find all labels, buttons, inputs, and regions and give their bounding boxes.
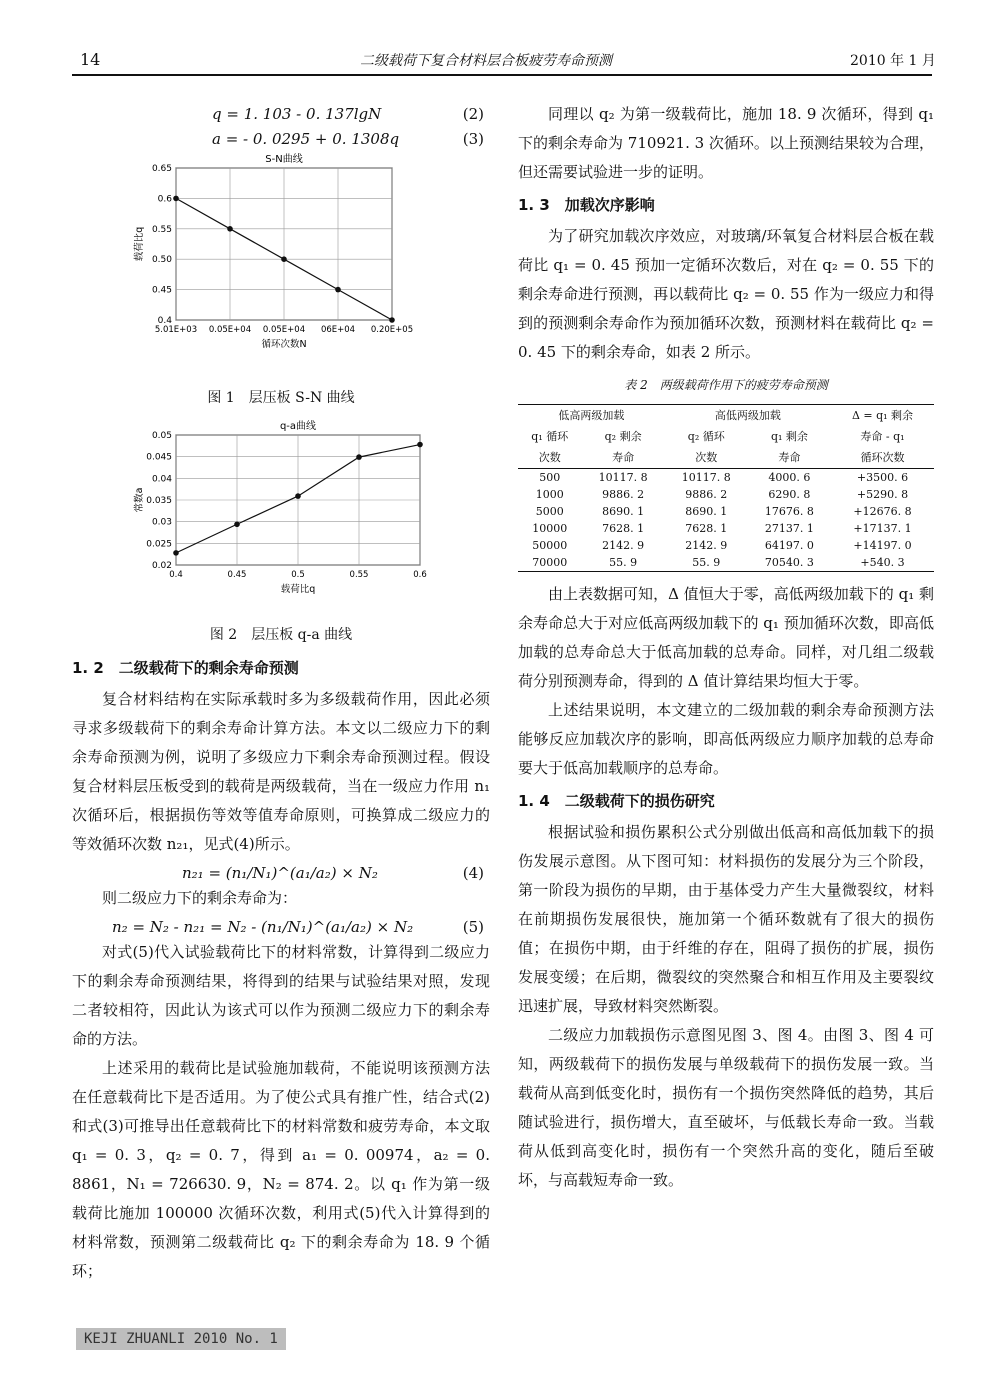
right-paragraph-4: 上述结果说明，本文建立的二级加载的剩余寿命预测方法能够反应加载次序的影响，即高低两级应力顺序加载的总寿命要大于低高加载顺序的总寿命。 [518,701,934,777]
table-cell: +5290. 8 [856,488,909,501]
y-tick-label: 0.65 [151,164,172,174]
table-cell: +14197. 0 [853,539,912,552]
table-cell: 8690. 1 [602,505,645,518]
chart-title: S-N曲线 [265,154,303,165]
y-tick-label: 0.04 [151,474,172,485]
x-tick-label: 06E+04 [320,325,356,335]
right-paragraph-3: 由上表数据可知，Δ 值恒大于零，高低两级加载下的 q₁ 剩余寿命总大于对应低高两级加载下的 q₁ 预加循环次数，即高低加载的总寿命总大于低高加载的总寿命。同样，对几组二级载荷分别预测寿命，得到的 Δ 值计算结果均恒大于零。 [518,585,934,690]
left-paragraph-2: 则二级应力下的剩余寿命为： [102,889,298,907]
x-tick-label: 0.4 [169,570,183,580]
table-subheader: 次数 [538,451,561,464]
table-subheader: 寿命 [778,451,801,464]
table-cell: 64197. 0 [764,539,814,552]
right-column [518,100,934,1195]
data-point [295,493,301,499]
section-1-4-heading: 1. 4 二级载荷下的损伤研究 [518,792,715,810]
table-cell: 4000. 6 [748,469,831,487]
equation-4-formula: n₂₁ = (n₁/N₁)^(a₁/a₂) × N₂ [182,864,378,882]
table-2 [518,404,934,572]
section-1-2-heading: 1. 2 二级载荷下的剩余寿命预测 [72,659,299,677]
y-tick-label: 0.05 [151,431,172,441]
table-cell: 7628. 1 [602,522,645,535]
page-number: 14 [80,50,101,69]
table-cell: 70000 [518,554,582,572]
table-subheader: q₂ 剩余 [604,430,642,443]
data-point [389,317,395,323]
table-cell: +540. 3 [831,554,934,572]
table-row [518,537,934,554]
right-paragraph-5: 根据试验和损伤累积公式分别做出低高和高低加载下的损伤发展示意图。从下图可知：材料损伤的发展分为三个阶段，第一阶段为损伤的早期，由于基体受力产生大量微裂纹，材料在前期损伤发展很快，施加第一个循环数就有了很大的损伤值；在损伤中期，由于纤维的存在，阻碍了损伤的扩展，损伤发展变缓；在后期，微裂纹的突然聚合和相互作用及主要裂纹迅速扩展，导致材料突然断裂。 [518,823,934,1015]
table-cell: 9886. 2 [685,488,728,501]
x-tick-label: 0.55 [349,570,369,580]
equation-2 [72,100,490,125]
left-paragraph-4: 上述采用的载荷比是试验施加载荷，不能说明该预测方法在任意载荷比下是否适用。为了使公式具有推广性，结合式(2)和式(3)可推导出任意载荷比下的材料常数和疲劳寿命，本文取 q₁ = 0. 3，q₂ = 0. 7，得到 a₁ = 0. 00974，a₂ = 0. 8861，N₁ = 726630. 9，N₂ = 874. 2。以 q₁ 作为第一级载荷比施加 100000 次循环次数，利用式(5)代入计算得到的材料常数，预测第二级载荷比 q₂ 下的剩余寿命为 18. 9 个循环； [72,1059,490,1280]
footer-banner: KEJI ZHUANLI 2010 No. 1 [76,1328,286,1350]
left-paragraph-1: 复合材料结构在实际承载时多为多级载荷作用，因此必须寻求多级载荷下的剩余寿命计算方法。本文以二级应力下的剩余寿命预测为例，说明了多级应力下剩余寿命预测过程。假设复合材料层压板受到的载荷是两级载荷，当在一级应力作用 n₁ 次循环后，根据损伤等效等值寿命原则，可换算成二级应力的等效循环次数 n₂₁，见式(4)所示。 [72,690,490,853]
table-2-body [518,469,934,572]
chart-title: q-a曲线 [279,421,317,432]
right-paragraph-6: 二级应力加载损伤示意图见图 3、图 4。由图 3、图 4 可知，两级载荷下的损伤发展与单级载荷下的损伤发展一致。当载荷从高到低变化时，损伤有一个损伤突然降低的趋势，其后随试验进行，损伤增大，直至破坏，与低载长寿命一致。当载荷从低到高变化时，损伤有一个突然升高的变化，随后至破坏，与高载短寿命一致。 [518,1026,934,1189]
x-axis-label: 载荷比q [280,584,316,595]
data-point [173,550,179,556]
x-axis-label: 循环次数N [261,339,307,350]
table-cell: 10117. 8 [665,469,748,487]
table-row [518,486,934,503]
data-point [281,256,287,262]
table-cell: +12676. 8 [853,505,912,518]
table-cell: 70540. 3 [748,554,831,572]
table-cell: 10000 [532,522,568,535]
left-column [72,100,490,1286]
x-tick-label: 5.01E+03 [154,325,198,335]
data-point [173,196,179,202]
y-tick-label: 0.50 [151,255,172,266]
right-paragraph-2: 为了研究加载次序效应，对玻璃/环氧复合材料层合板在载荷比 q₁ = 0. 45 预加一定循环次数后，对在 q₂ = 0. 55 下的剩余寿命进行预测，再以载荷比 q₂ = 0. 55 作为一级应力和得到的预测剩余寿命作为预加循环次数，预测材料在载荷比 q₂ = 0. 45 下的剩余寿命，如表 2 所示。 [518,227,934,361]
data-point [417,442,423,448]
equation-2-formula: q = 1. 103 - 0. 137lgN [212,105,382,123]
sn-curve-chart [72,150,490,380]
y-tick-label: 0.025 [146,539,172,550]
table-cell: 8690. 1 [685,505,728,518]
y-tick-label: 0.45 [151,285,172,296]
y-axis-label: 常数a [134,487,145,513]
equation-4 [72,859,490,884]
y-tick-label: 0.045 [146,452,172,463]
x-tick-label: 0.6 [413,570,427,580]
running-title: 二级载荷下复合材料层合板疲劳寿命预测 [360,53,612,69]
table-cell: 55. 9 [582,554,665,572]
right-paragraph-1: 同理以 q₂ 为第一级载荷比，施加 18. 9 次循环，得到 q₁ 下的剩余寿命为 710921. 3 次循环。以上预测结果较为合理，但还需要试验进一步的证明。 [518,105,934,181]
table-cell: +17137. 1 [853,522,912,535]
table-cell: 6290. 8 [768,488,811,501]
table-cell: 1000 [535,488,564,501]
table-cell: 55. 9 [665,554,748,572]
table-row [518,554,934,572]
table-subheader-row [518,447,934,469]
table-cell: 2142. 9 [602,539,645,552]
data-point [227,226,233,232]
y-tick-label: 0.035 [146,496,172,506]
equation-5 [72,913,490,938]
table-subheader-row [518,426,934,447]
y-tick-label: 0.02 [151,561,172,571]
table-subheader: q₁ 剩余 [770,430,808,443]
table-cell: 50000 [532,539,568,552]
table-row [518,520,934,537]
table-group-header: 高低两级加载 [665,405,831,427]
table-subheader: q₁ 循环 [531,430,569,443]
x-tick-label: 0.5 [291,570,305,580]
equation-3-formula: a = - 0. 0295 + 0. 1308q [212,130,400,148]
equation-3 [72,125,490,150]
table-cell: 17676. 8 [764,505,814,518]
y-tick-label: 0.03 [151,517,172,528]
equation-4-number: (4) [462,864,484,882]
table-group-header: 低高两级加载 [518,405,665,427]
table-subheader: q₂ 循环 [687,430,725,443]
table-cell: +3500. 6 [831,469,934,487]
table-group-header: Δ = q₁ 剩余 [831,405,934,427]
equation-5-number: (5) [462,918,484,936]
table-subheader: 寿命 - q₁ [860,430,905,443]
table-group-header-row [518,405,934,427]
header-rule [72,74,932,76]
x-tick-label: 0.05E+04 [262,325,306,335]
table-2-caption: 表 2 两级载荷作用下的疲劳寿命预测 [624,378,828,392]
table-cell: 7628. 1 [685,522,728,535]
table-cell: 9886. 2 [602,488,645,501]
equation-3-number: (3) [462,130,484,148]
table-cell: 500 [518,469,582,487]
x-tick-label: 0.20E+05 [370,325,414,335]
x-tick-label: 0.05E+04 [208,325,252,335]
data-point [356,454,362,460]
table-subheader: 寿命 [612,451,635,464]
table-row [518,503,934,520]
figure-2-caption: 图 2 层压板 q-a 曲线 [209,627,353,643]
qa-curve-chart [72,417,490,617]
data-point [335,287,341,293]
equation-2-number: (2) [462,105,484,123]
figure-1-caption: 图 1 层压板 S-N 曲线 [207,390,355,406]
issue-date: 2010 年 1 月 [850,53,936,69]
data-point [234,521,240,527]
left-paragraph-3: 对式(5)代入试验载荷比下的材料常数，计算得到二级应力下的剩余寿命预测结果，将得到的结果与试验结果对照，发现二者较相符，因此认为该式可以作为预测二级应力下的剩余寿命的方法。 [72,943,490,1048]
table-row [518,469,934,487]
table-cell: 5000 [535,505,564,518]
section-1-3-heading: 1. 3 加载次序影响 [518,196,655,214]
table-cell: 10117. 8 [582,469,665,487]
table-subheader: 次数 [695,451,718,464]
y-tick-label: 0.55 [151,224,172,235]
y-tick-label: 0.6 [157,194,172,205]
table-cell: 2142. 9 [685,539,728,552]
x-tick-label: 0.45 [227,570,247,580]
table-subheader: 循环次数 [860,451,905,464]
y-tick-label: 0.4 [157,316,172,326]
equation-5-formula: n₂ = N₂ - n₂₁ = N₂ - (n₁/N₁)^(a₁/a₂) × N₂ [112,918,414,936]
y-axis-label: 载荷比q [134,226,145,262]
table-cell: 27137. 1 [764,522,814,535]
